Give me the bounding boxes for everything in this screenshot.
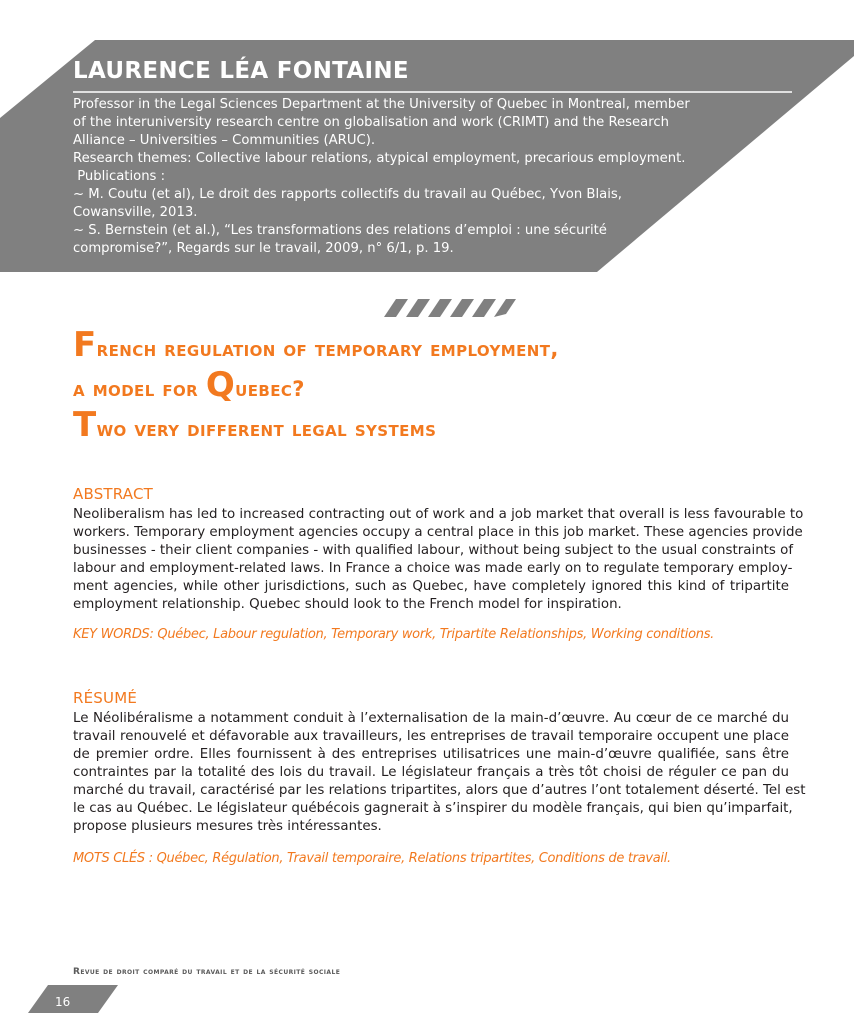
resume-line: travail renouvelé et défavorable aux travailleurs, les entreprises de travail temporaire occupent une place	[73, 729, 789, 744]
bio-line: Cowansville, 2013.	[73, 205, 198, 220]
title-initial: Q	[205, 365, 236, 405]
resume-line: de premier ordre. Elles fournissent à des entreprises utilisatrices une main-d’œuvre qualifiée, sans être	[73, 747, 789, 762]
page-number-tab	[28, 985, 118, 1013]
bio-line: ~ S. Bernstein (et al.), “Les transformations des relations d’emploi : une sécurité	[73, 223, 607, 238]
bio-line: Publications :	[73, 169, 166, 184]
resume-line: le cas au Québec. Le législateur québécois gagnerait à s’inspirer du modèle français, qui bien qu’imparfait,	[73, 801, 793, 816]
abstract-line: labour and employment-related laws. In France a choice was made early on to regulate temporary employ-	[73, 561, 793, 576]
bio-line: compromise?”, Regards sur le travail, 2009, n° 6/1, p. 19.	[73, 241, 454, 256]
resume-line: marché du travail, caractérisé par les relations tripartites, alors que d’autres l’ont totalement déserté. Tel est	[73, 783, 806, 798]
abstract-line: workers. Temporary employment agencies occupy a central place in this job market. These agencies provide	[73, 525, 803, 540]
title-line-3	[73, 407, 793, 447]
title-text: wo very different legal systems	[96, 417, 437, 441]
abstract-line: businesses - their client companies - with qualified labour, without being subject to the usual constraints of	[73, 543, 794, 558]
abstract-line: Neoliberalism has led to increased contracting out of work and a job market that overall is less favourable to	[73, 507, 804, 522]
bio-line: Alliance – Universities – Communities (ARUC).	[73, 133, 376, 148]
resume-keywords: MOTS CLÉS : Québec, Régulation, Travail temporaire, Relations tripartites, Conditions de travail.	[73, 851, 671, 866]
abstract-body	[73, 506, 804, 614]
running-head: Revue de droit comparé du travail et de la sécurité sociale	[73, 967, 341, 977]
resume-line: contraintes par la totalité des lois du travail. Le législateur français a très tôt choisi de réguler ce pan du	[73, 765, 789, 780]
article-title	[73, 327, 793, 447]
author-name: LAURENCE LÉA FONTAINE	[73, 58, 409, 84]
resume-body	[73, 710, 806, 836]
page-number: 16	[55, 995, 71, 1009]
resume-line: propose plusieurs mesures très intéressantes.	[73, 819, 382, 834]
title-initial: F	[73, 325, 97, 365]
stripes-divider	[384, 299, 516, 317]
abstract-line: employment relationship. Quebec should look to the French model for inspiration.	[73, 597, 622, 612]
title-line-1	[73, 327, 793, 367]
bio-line: ~ M. Coutu (et al), Le droit des rapports collectifs du travail au Québec, Yvon Blais,	[73, 187, 622, 202]
author-banner	[0, 0, 854, 272]
resume-line: Le Néolibéralisme a notamment conduit à l’externalisation de la main-d’œuvre. Au cœur de ce marché du	[73, 711, 789, 726]
title-text: a model for	[73, 377, 206, 401]
resume-heading: RÉSUMÉ	[73, 689, 138, 707]
bio-line: Professor in the Legal Sciences Department at the University of Quebec in Montreal, member	[73, 97, 690, 112]
title-text: rench regulation of temporary employment,	[96, 337, 559, 361]
abstract-keywords: KEY WORDS: Québec, Labour regulation, Temporary work, Tripartite Relationships, Working conditions.	[73, 627, 714, 642]
abstract-heading: ABSTRACT	[73, 485, 154, 503]
abstract-line: ment agencies, while other jurisdictions, such as Quebec, have completely ignored this kind of tripartite	[73, 579, 789, 594]
author-bio	[73, 96, 693, 258]
bio-line: Research themes: Collective labour relations, atypical employment, precarious employment.	[73, 151, 686, 166]
bio-line: of the interuniversity research centre on globalisation and work (CRIMT) and the Research	[73, 115, 669, 130]
title-text: uebec?	[235, 377, 305, 401]
title-line-2	[73, 367, 793, 407]
title-initial: T	[73, 405, 97, 445]
